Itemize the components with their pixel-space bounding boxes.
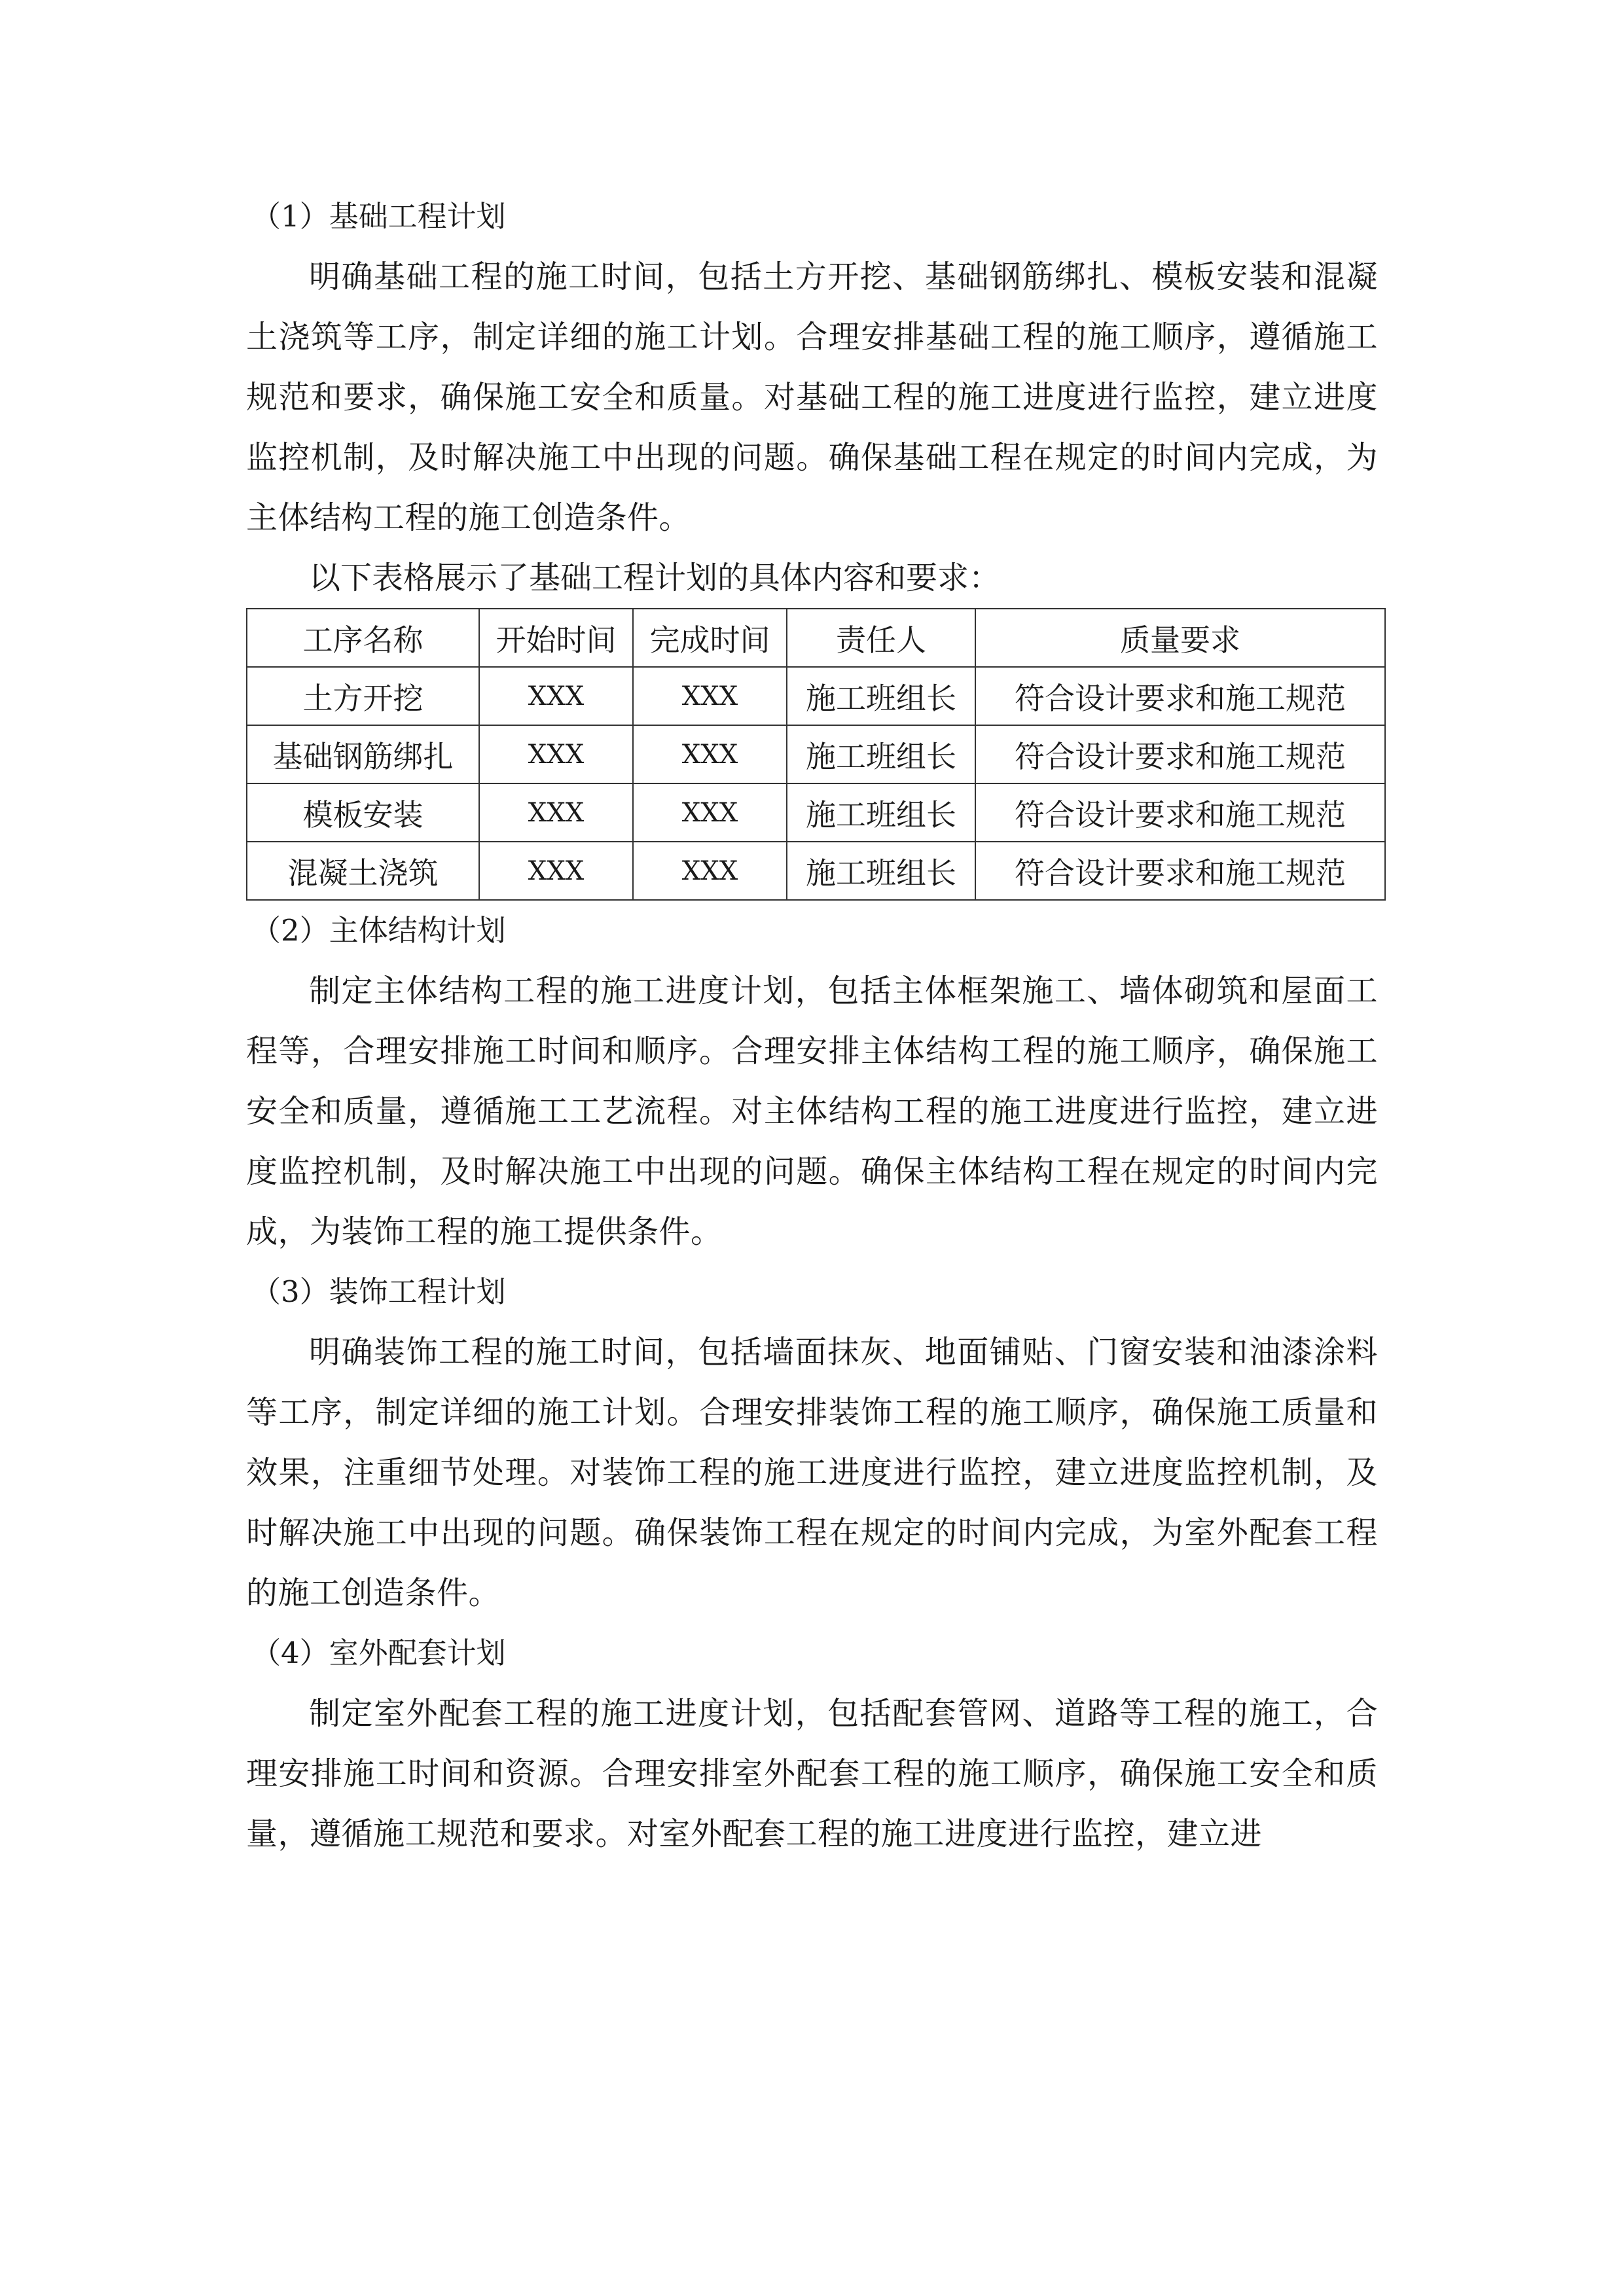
header-cell: 质量要求 <box>975 609 1385 667</box>
table-cell: XXX <box>479 725 633 783</box>
table-cell: 施工班组长 <box>787 783 975 842</box>
table-cell: 基础钢筋绑扎 <box>247 725 479 783</box>
section-heading-1: （1）基础工程计划 <box>251 199 506 234</box>
table-cell: XXX <box>479 842 633 900</box>
section-heading-3: （3）装饰工程计划 <box>251 1274 506 1309</box>
table-cell: 施工班组长 <box>787 725 975 783</box>
table-row <box>247 725 1385 783</box>
table-cell: 模板安装 <box>247 783 479 842</box>
table-row <box>247 667 1385 725</box>
table-cell: XXX <box>633 667 787 725</box>
table-cell: 符合设计要求和施工规范 <box>975 725 1385 783</box>
header-cell: 责任人 <box>787 609 975 667</box>
section-heading-2: （2）主体结构计划 <box>251 913 506 948</box>
table-cell: 施工班组长 <box>787 667 975 725</box>
table-intro: 以下表格展示了基础工程计划的具体内容和要求： <box>309 560 1001 596</box>
foundation-plan-table <box>246 608 1386 901</box>
table-cell: XXX <box>633 842 787 900</box>
table-row <box>247 783 1385 842</box>
header-cell: 开始时间 <box>479 609 633 667</box>
table-cell: 混凝土浇筑 <box>247 842 479 900</box>
table-cell: XXX <box>479 783 633 842</box>
table-cell: 符合设计要求和施工规范 <box>975 783 1385 842</box>
table-cell: 符合设计要求和施工规范 <box>975 667 1385 725</box>
table-cell: 土方开挖 <box>247 667 479 725</box>
section-paragraph-2: 制定主体结构工程的施工进度计划，包括主体框架施工、墙体砌筑和屋面工程等，合理安排施工时间和顺序。合理安排主体结构工程的施工顺序，确保施工安全和质量，遵循施工工艺流程。对主体结构工程的施工进度进行监控，建立进度监控机制，及时解决施工中出现的问题。确保主体结构工程在规定的时间内完成，为装饰工程的施工提供条件。 <box>246 973 1378 1250</box>
table-cell: 施工班组长 <box>787 842 975 900</box>
header-cell: 工序名称 <box>247 609 479 667</box>
table-cell: XXX <box>633 725 787 783</box>
table-cell: XXX <box>479 667 633 725</box>
section-paragraph-3: 明确装饰工程的施工时间，包括墙面抹灰、地面铺贴、门窗安装和油漆涂料等工序，制定详细的施工计划。合理安排装饰工程的施工顺序，确保施工质量和效果，注重细节处理。对装饰工程的施工进度进行监控，建立进度监控机制，及时解决施工中出现的问题。确保装饰工程在规定的时间内完成，为室外配套工程的施工创造条件。 <box>246 1334 1378 1611</box>
section-heading-4: （4）室外配套计划 <box>251 1636 506 1670</box>
table-cell: 符合设计要求和施工规范 <box>975 842 1385 900</box>
header-cell: 完成时间 <box>633 609 787 667</box>
section-paragraph-4: 制定室外配套工程的施工进度计划，包括配套管网、道路等工程的施工，合理安排施工时间和资源。合理安排室外配套工程的施工顺序，确保施工安全和质量，遵循施工规范和要求。对室外配套工程的施工进度进行监控，建立进 <box>246 1695 1378 1852</box>
section-paragraph-1: 明确基础工程的施工时间，包括土方开挖、基础钢筋绑扎、模板安装和混凝土浇筑等工序，制定详细的施工计划。合理安排基础工程的施工顺序，遵循施工规范和要求，确保施工安全和质量。对基础工程的施工进度进行监控，建立进度监控机制，及时解决施工中出现的问题。确保基础工程在规定的时间内完成，为主体结构工程的施工创造条件。 <box>246 259 1378 536</box>
table-cell: XXX <box>633 783 787 842</box>
table-header-row <box>247 609 1385 667</box>
table-row <box>247 842 1385 900</box>
